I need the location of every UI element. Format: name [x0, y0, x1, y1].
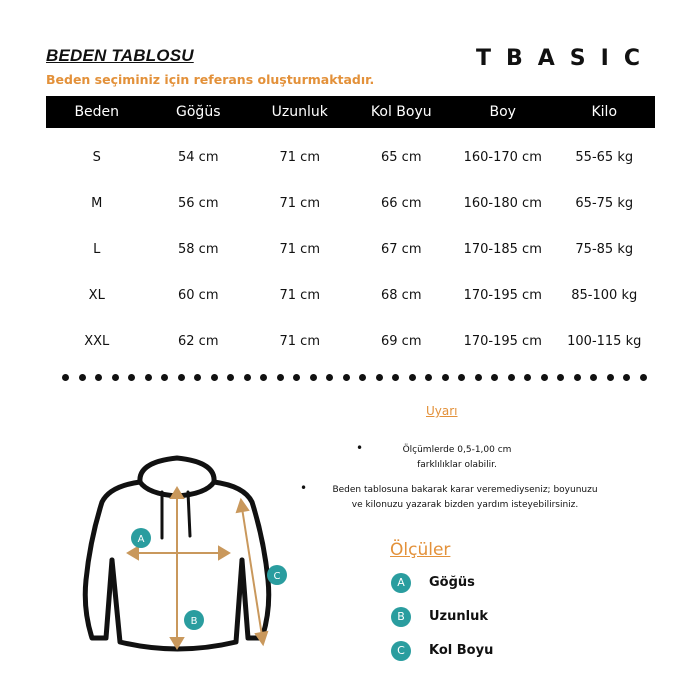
warning-bullet-2 — [300, 483, 630, 513]
divider-dot — [623, 374, 630, 381]
table-row — [46, 226, 655, 272]
table-cell: 75-85 kg — [575, 241, 634, 257]
divider-dot — [260, 374, 267, 381]
table-cell: M — [91, 195, 103, 211]
column-header: Uzunluk — [249, 96, 351, 128]
brand-logo: TBASIC — [476, 46, 655, 71]
divider-dot — [574, 374, 581, 381]
divider-dot — [326, 374, 333, 381]
table-cell: 71 cm — [279, 287, 320, 303]
table-cell: 58 cm — [178, 241, 219, 257]
size-table — [46, 96, 655, 364]
divider-dot — [541, 374, 548, 381]
legend-label: Kol Boyu — [429, 643, 494, 658]
divider-dot — [359, 374, 366, 381]
table-cell: XL — [88, 287, 105, 303]
divider-dot — [524, 374, 531, 381]
warning-bullet-1 — [352, 443, 562, 473]
divider-dot — [475, 374, 482, 381]
divider-dot — [590, 374, 597, 381]
table-cell: 100-115 kg — [567, 333, 642, 349]
table-cell: 170-195 cm — [463, 333, 542, 349]
warning-title: Uyarı — [426, 404, 458, 418]
table-row — [46, 272, 655, 318]
marker-c-text: C — [273, 571, 281, 582]
table-cell: L — [93, 241, 101, 257]
table-cell: 65 cm — [381, 149, 422, 165]
column-header: Kilo — [554, 96, 656, 128]
table-cell: 71 cm — [279, 149, 320, 165]
divider-dot — [244, 374, 251, 381]
table-cell: XXL — [84, 333, 110, 349]
divider-dot — [178, 374, 185, 381]
table-cell: 69 cm — [381, 333, 422, 349]
column-header: Göğüs — [148, 96, 250, 128]
table-cell: 160-170 cm — [463, 149, 542, 165]
dotted-divider — [62, 374, 648, 384]
divider-dot — [128, 374, 135, 381]
warning-text: farklılıklar olabilir. — [417, 460, 497, 470]
column-header: Kol Boyu — [351, 96, 453, 128]
table-cell: 71 cm — [279, 241, 320, 257]
marker-a-text: A — [137, 534, 145, 545]
table-header-row — [46, 96, 655, 128]
table-cell: 170-185 cm — [463, 241, 542, 257]
divider-dot — [491, 374, 498, 381]
bullet-dot-icon: • — [300, 481, 308, 495]
table-cell: 85-100 kg — [571, 287, 638, 303]
divider-dot — [409, 374, 416, 381]
warning-text: Ölçümlerde 0,5-1,00 cm — [402, 445, 512, 455]
table-row — [46, 128, 655, 180]
divider-dot — [607, 374, 614, 381]
hoodie-diagram — [80, 450, 300, 660]
divider-dot — [557, 374, 564, 381]
divider-dot — [442, 374, 449, 381]
bullet-dot-icon: • — [356, 441, 364, 455]
table-cell: 160-180 cm — [463, 195, 542, 211]
page-subtitle: Beden seçiminiz için referans oluşturmaktadır. — [46, 72, 375, 87]
divider-dot — [62, 374, 69, 381]
table-cell: 60 cm — [178, 287, 219, 303]
marker-a-icon: A — [391, 573, 411, 593]
divider-dot — [508, 374, 515, 381]
divider-dot — [194, 374, 201, 381]
table-cell: 68 cm — [381, 287, 422, 303]
divider-dot — [79, 374, 86, 381]
legend-label: Göğüs — [429, 575, 475, 590]
table-cell: 54 cm — [178, 149, 219, 165]
table-cell: 56 cm — [178, 195, 219, 211]
table-cell: 65-75 kg — [575, 195, 634, 211]
divider-dot — [425, 374, 432, 381]
divider-dot — [640, 374, 647, 381]
table-cell: 55-65 kg — [575, 149, 634, 165]
divider-dot — [112, 374, 119, 381]
table-cell: 71 cm — [279, 333, 320, 349]
divider-dot — [343, 374, 350, 381]
table-row — [46, 318, 655, 364]
divider-dot — [145, 374, 152, 381]
table-cell: 67 cm — [381, 241, 422, 257]
warning-text: Beden tablosuna bakarak karar veremediyseniz; boyunuzu — [332, 485, 598, 495]
measures-title: Ölçüler — [390, 540, 451, 560]
column-header: Boy — [452, 96, 554, 128]
column-header: Beden — [46, 96, 148, 128]
marker-b-icon: B — [391, 607, 411, 627]
marker-b-text: B — [190, 616, 198, 627]
divider-dot — [392, 374, 399, 381]
page-title: BEDEN TABLOSU — [46, 46, 194, 65]
table-row — [46, 180, 655, 226]
divider-dot — [211, 374, 218, 381]
divider-dot — [458, 374, 465, 381]
divider-dot — [376, 374, 383, 381]
table-cell: S — [92, 149, 101, 165]
divider-dot — [227, 374, 234, 381]
divider-dot — [95, 374, 102, 381]
legend-label: Uzunluk — [429, 609, 488, 624]
divider-dot — [293, 374, 300, 381]
table-cell: 62 cm — [178, 333, 219, 349]
table-cell: 170-195 cm — [463, 287, 542, 303]
table-cell: 66 cm — [381, 195, 422, 211]
warning-text: ve kilonuzu yazarak bizden yardım isteyebilirsiniz. — [351, 500, 579, 510]
marker-c-icon: C — [391, 641, 411, 661]
table-cell: 71 cm — [279, 195, 320, 211]
divider-dot — [161, 374, 168, 381]
divider-dot — [277, 374, 284, 381]
divider-dot — [310, 374, 317, 381]
